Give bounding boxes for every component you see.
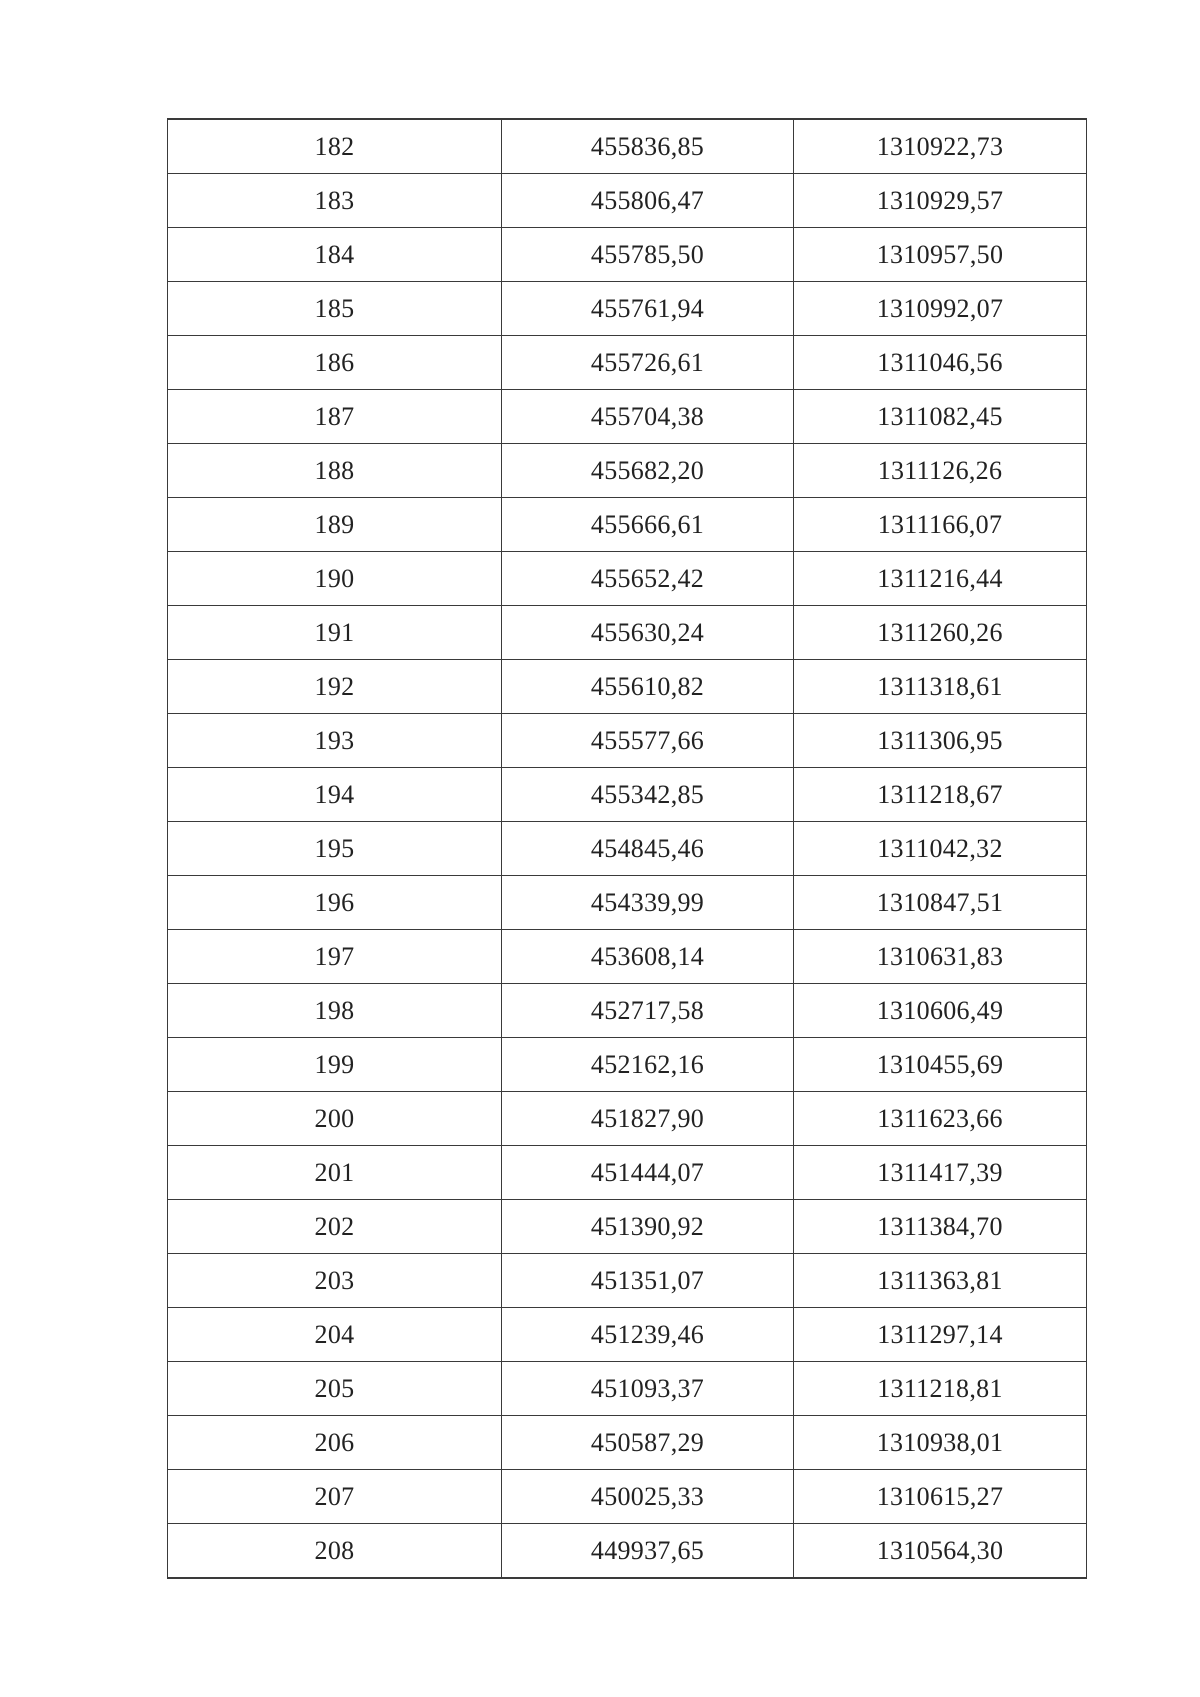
x-coordinate-cell: 450587,29	[502, 1416, 794, 1470]
y-coordinate-cell: 1310606,49	[794, 984, 1087, 1038]
y-coordinate-cell: 1310922,73	[794, 119, 1087, 174]
point-number-cell: 192	[168, 660, 502, 714]
point-number-cell: 189	[168, 498, 502, 552]
y-coordinate-cell: 1311297,14	[794, 1308, 1087, 1362]
table-row	[168, 498, 1087, 552]
table-row	[168, 1038, 1087, 1092]
x-coordinate-cell: 451093,37	[502, 1362, 794, 1416]
x-coordinate-cell: 455652,42	[502, 552, 794, 606]
y-coordinate-cell: 1310455,69	[794, 1038, 1087, 1092]
table-row	[168, 822, 1087, 876]
x-coordinate-cell: 455704,38	[502, 390, 794, 444]
table-row	[168, 1362, 1087, 1416]
point-number-cell: 196	[168, 876, 502, 930]
table-row	[168, 660, 1087, 714]
x-coordinate-cell: 454339,99	[502, 876, 794, 930]
table-row	[168, 1524, 1087, 1579]
y-coordinate-cell: 1311126,26	[794, 444, 1087, 498]
y-coordinate-cell: 1311318,61	[794, 660, 1087, 714]
point-number-cell: 182	[168, 119, 502, 174]
point-number-cell: 208	[168, 1524, 502, 1579]
table-row	[168, 930, 1087, 984]
y-coordinate-cell: 1310615,27	[794, 1470, 1087, 1524]
point-number-cell: 187	[168, 390, 502, 444]
y-coordinate-cell: 1310929,57	[794, 174, 1087, 228]
y-coordinate-cell: 1311218,81	[794, 1362, 1087, 1416]
table-row	[168, 1254, 1087, 1308]
point-number-cell: 183	[168, 174, 502, 228]
point-number-cell: 185	[168, 282, 502, 336]
point-number-cell: 186	[168, 336, 502, 390]
y-coordinate-cell: 1311166,07	[794, 498, 1087, 552]
table-row	[168, 1092, 1087, 1146]
y-coordinate-cell: 1310564,30	[794, 1524, 1087, 1579]
x-coordinate-cell: 451351,07	[502, 1254, 794, 1308]
table-row	[168, 1416, 1087, 1470]
y-coordinate-cell: 1311623,66	[794, 1092, 1087, 1146]
point-number-cell: 207	[168, 1470, 502, 1524]
point-number-cell: 202	[168, 1200, 502, 1254]
x-coordinate-cell: 455785,50	[502, 228, 794, 282]
table-row	[168, 119, 1087, 174]
table-row	[168, 984, 1087, 1038]
point-number-cell: 193	[168, 714, 502, 768]
y-coordinate-cell: 1311046,56	[794, 336, 1087, 390]
y-coordinate-cell: 1311082,45	[794, 390, 1087, 444]
x-coordinate-cell: 451827,90	[502, 1092, 794, 1146]
coordinates-table	[167, 118, 1087, 1579]
table-row	[168, 1146, 1087, 1200]
table-row	[168, 876, 1087, 930]
x-coordinate-cell: 455630,24	[502, 606, 794, 660]
table-row	[168, 768, 1087, 822]
x-coordinate-cell: 455806,47	[502, 174, 794, 228]
x-coordinate-cell: 451239,46	[502, 1308, 794, 1362]
y-coordinate-cell: 1311306,95	[794, 714, 1087, 768]
table-row	[168, 714, 1087, 768]
y-coordinate-cell: 1311218,67	[794, 768, 1087, 822]
y-coordinate-cell: 1311384,70	[794, 1200, 1087, 1254]
table-row	[168, 336, 1087, 390]
point-number-cell: 191	[168, 606, 502, 660]
x-coordinate-cell: 451444,07	[502, 1146, 794, 1200]
y-coordinate-cell: 1310992,07	[794, 282, 1087, 336]
point-number-cell: 198	[168, 984, 502, 1038]
point-number-cell: 201	[168, 1146, 502, 1200]
y-coordinate-cell: 1311260,26	[794, 606, 1087, 660]
y-coordinate-cell: 1310847,51	[794, 876, 1087, 930]
x-coordinate-cell: 454845,46	[502, 822, 794, 876]
x-coordinate-cell: 450025,33	[502, 1470, 794, 1524]
x-coordinate-cell: 455577,66	[502, 714, 794, 768]
point-number-cell: 200	[168, 1092, 502, 1146]
y-coordinate-cell: 1310631,83	[794, 930, 1087, 984]
x-coordinate-cell: 455761,94	[502, 282, 794, 336]
x-coordinate-cell: 452162,16	[502, 1038, 794, 1092]
y-coordinate-cell: 1310957,50	[794, 228, 1087, 282]
point-number-cell: 204	[168, 1308, 502, 1362]
table-row	[168, 1200, 1087, 1254]
x-coordinate-cell: 453608,14	[502, 930, 794, 984]
table-row	[168, 552, 1087, 606]
point-number-cell: 203	[168, 1254, 502, 1308]
x-coordinate-cell: 455666,61	[502, 498, 794, 552]
x-coordinate-cell: 449937,65	[502, 1524, 794, 1579]
table-row	[168, 1470, 1087, 1524]
table-row	[168, 390, 1087, 444]
point-number-cell: 194	[168, 768, 502, 822]
point-number-cell: 206	[168, 1416, 502, 1470]
y-coordinate-cell: 1311417,39	[794, 1146, 1087, 1200]
x-coordinate-cell: 455836,85	[502, 119, 794, 174]
table-row	[168, 1308, 1087, 1362]
table-row	[168, 282, 1087, 336]
point-number-cell: 197	[168, 930, 502, 984]
y-coordinate-cell: 1310938,01	[794, 1416, 1087, 1470]
y-coordinate-cell: 1311042,32	[794, 822, 1087, 876]
coordinates-table-body	[168, 119, 1087, 1578]
table-row	[168, 606, 1087, 660]
point-number-cell: 199	[168, 1038, 502, 1092]
x-coordinate-cell: 455682,20	[502, 444, 794, 498]
x-coordinate-cell: 452717,58	[502, 984, 794, 1038]
table-row	[168, 228, 1087, 282]
point-number-cell: 190	[168, 552, 502, 606]
point-number-cell: 205	[168, 1362, 502, 1416]
point-number-cell: 184	[168, 228, 502, 282]
table-row	[168, 174, 1087, 228]
table-row	[168, 444, 1087, 498]
point-number-cell: 188	[168, 444, 502, 498]
y-coordinate-cell: 1311216,44	[794, 552, 1087, 606]
x-coordinate-cell: 455726,61	[502, 336, 794, 390]
x-coordinate-cell: 451390,92	[502, 1200, 794, 1254]
x-coordinate-cell: 455342,85	[502, 768, 794, 822]
y-coordinate-cell: 1311363,81	[794, 1254, 1087, 1308]
point-number-cell: 195	[168, 822, 502, 876]
x-coordinate-cell: 455610,82	[502, 660, 794, 714]
